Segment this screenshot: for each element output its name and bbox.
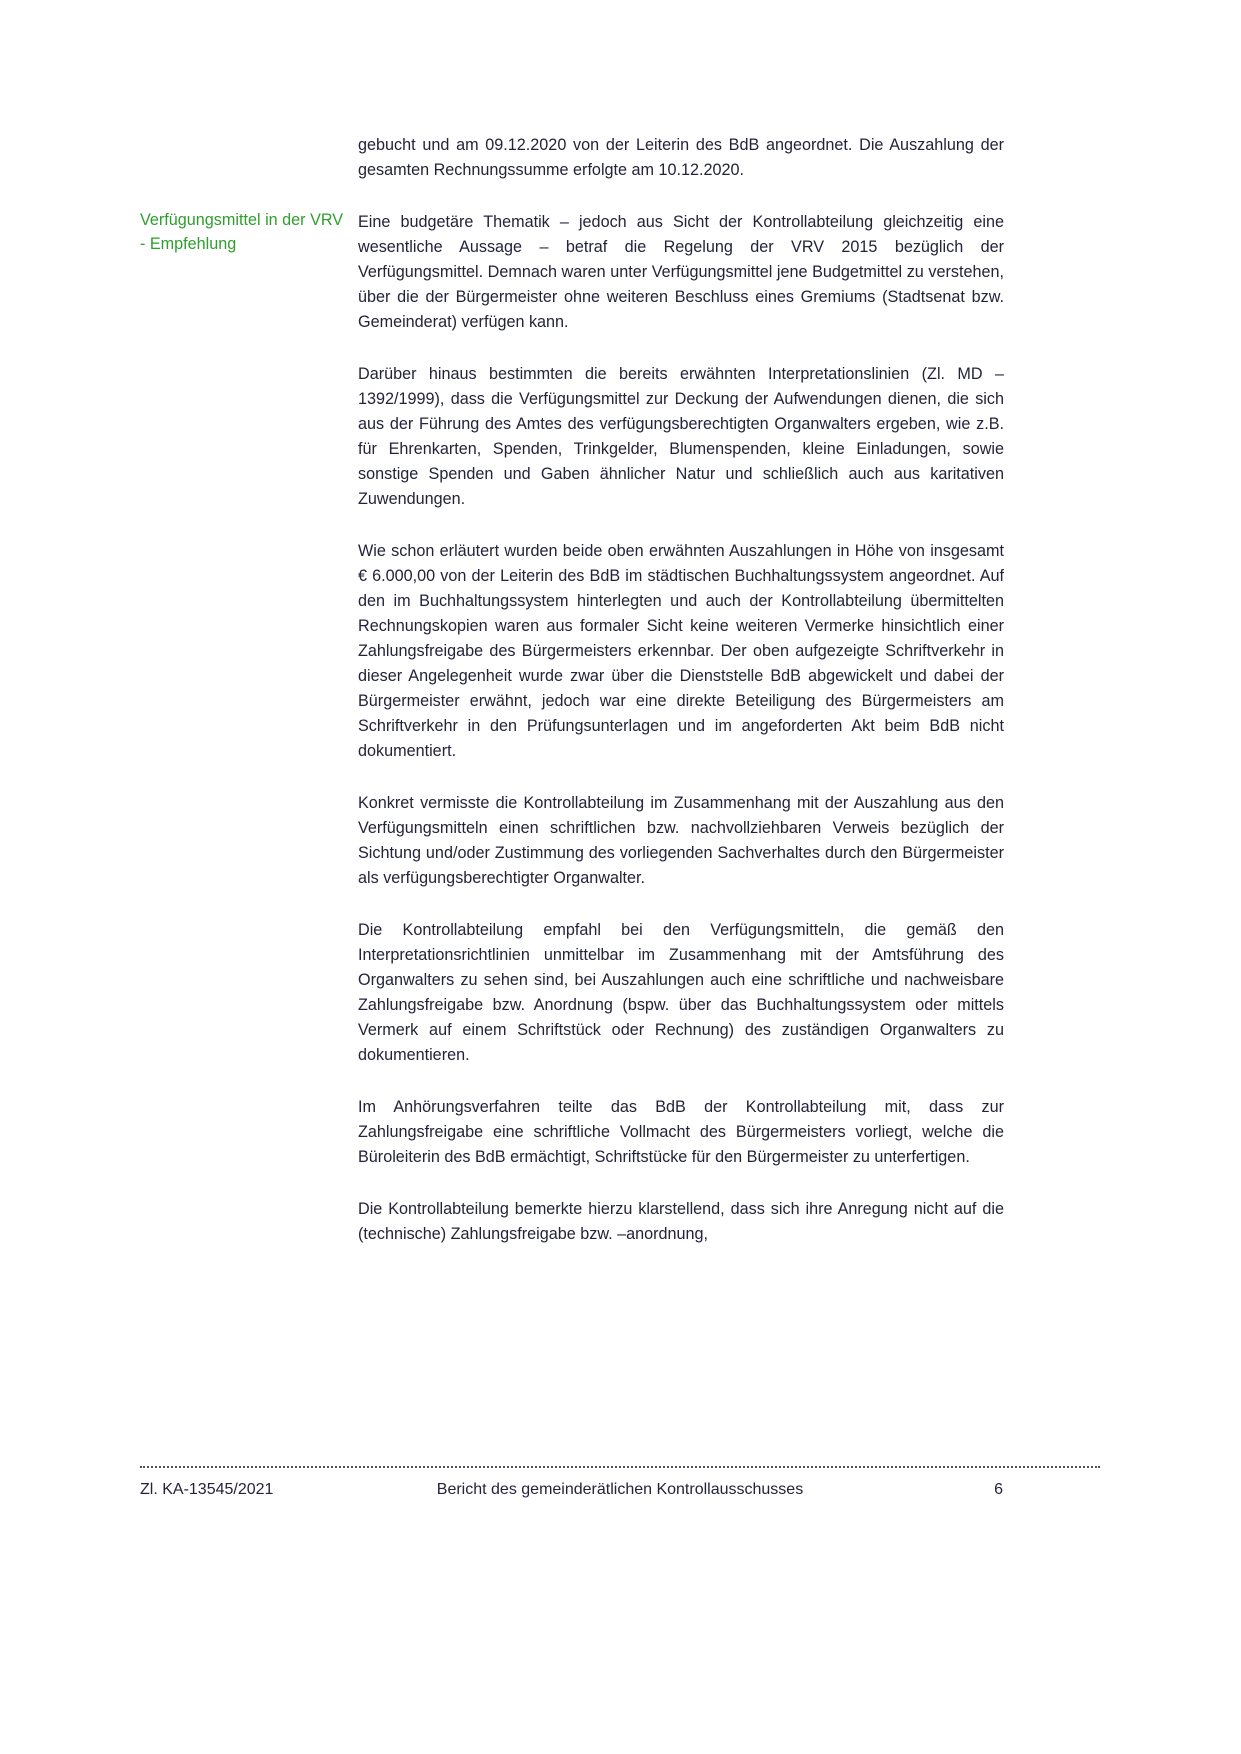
body-paragraph: Konkret vermisste die Kontrollabteilung im Zusammenhang mit der Auszahlung aus den Verfügungsmitteln einen schriftlichen bzw. nachvollziehbaren Verweis bezüglich der Sichtung und/oder Zustimmung des vorliegenden Sachverhaltes durch den Bürgermeister als verfügungsberechtigter Organwalter. xyxy=(358,794,1004,887)
page-footer xyxy=(140,1466,1100,1503)
body-paragraph: Die Kontrollabteilung empfahl bei den Verfügungsmitteln, die gemäß den Interpretationsrichtlinien unmittelbar im Zusammenhang mit der Amtsführung des Organwalters zu sehen sind, bei Auszahlungen auch eine schriftliche und nachweisbare Zahlungsfreigabe bzw. Anordnung (bspw. über das Buchhaltungssystem oder mittels Vermerk auf einem Schriftstück oder Rechnung) des zuständigen Organwalters zu dokumentieren. xyxy=(358,921,1004,1064)
body-paragraph: Im Anhörungsverfahren teilte das BdB der Kontrollabteilung mit, dass zur Zahlungsfreigabe eine schriftliche Vollmacht des Bürgermeisters vorliegt, welche die Büroleiterin des BdB ermächtigt, Schriftstücke für den Bürgermeister zu unterfertigen. xyxy=(358,1098,1004,1166)
body-paragraph: gebucht und am 09.12.2020 von der Leiterin des BdB angeordnet. Die Auszahlung der gesamten Rechnungssumme erfolgte am 10.12.2020. xyxy=(358,136,1004,179)
main-text-column xyxy=(358,133,1004,1274)
footer-reference: Zl. KA-13545/2021 xyxy=(140,1481,274,1498)
margin-note: Verfügungsmittel in der VRV - Empfehlung xyxy=(140,211,344,253)
page-number: 6 xyxy=(994,1481,1003,1498)
footer-divider xyxy=(140,1466,1100,1468)
footer-title: Bericht des gemeinderätlichen Kontrollausschusses xyxy=(436,1481,804,1498)
body-paragraph: Eine budgetäre Thematik – jedoch aus Sicht der Kontrollabteilung gleichzeitig eine wesentliche Aussage – betraf die Regelung der VRV 2015 bezüglich der Verfügungsmittel. Demnach waren unter Verfügungsmittel jene Budgetmittel zu verstehen, über die der Bürgermeister ohne weiteren Beschluss eines Gremiums (Stadtsenat bzw. Gemeinderat) verfügen kann. xyxy=(358,213,1004,331)
footer-row xyxy=(140,1481,1100,1503)
body-paragraph: Wie schon erläutert wurden beide oben erwähnten Auszahlungen in Höhe von insgesamt € 6.000,00 von der Leiterin des BdB im städtischen Buchhaltungssystem angeordnet. Auf den im Buchhaltungssystem hinterlegten und auch der Kontrollabteilung übermittelten Rechnungskopien waren aus formaler Sicht keine weiteren Vermerke hinsichtlich einer Zahlungsfreigabe des Bürgermeisters erkennbar. Der oben aufgezeigte Schriftverkehr in dieser Angelegenheit wurde zwar über die Dienststelle BdB abgewickelt und dabei der Bürgermeister erwähnt, jedoch war eine direkte Beteiligung des Bürgermeisters am Schriftverkehr in den Prüfungsunterlagen und im angeforderten Akt beim BdB nicht dokumentiert. xyxy=(358,542,1004,760)
body-paragraph: Die Kontrollabteilung bemerkte hierzu klarstellend, dass sich ihre Anregung nicht auf die (technische) Zahlungsfreigabe bzw. –anordnung, xyxy=(358,1200,1004,1243)
body-paragraph: Darüber hinaus bestimmten die bereits erwähnten Interpretationslinien (Zl. MD – 1392/1999), dass die Verfügungsmittel zur Deckung der Aufwendungen dienen, die sich aus der Führung des Amtes des verfügungsberechtigten Organwalters ergeben, wie z.B. für Ehrenkarten, Spenden, Trinkgelder, Blumenspenden, kleine Einladungen, sowie sonstige Spenden und Gaben ähnlicher Natur und schließlich auch aus karitativen Zuwendungen. xyxy=(358,365,1004,508)
